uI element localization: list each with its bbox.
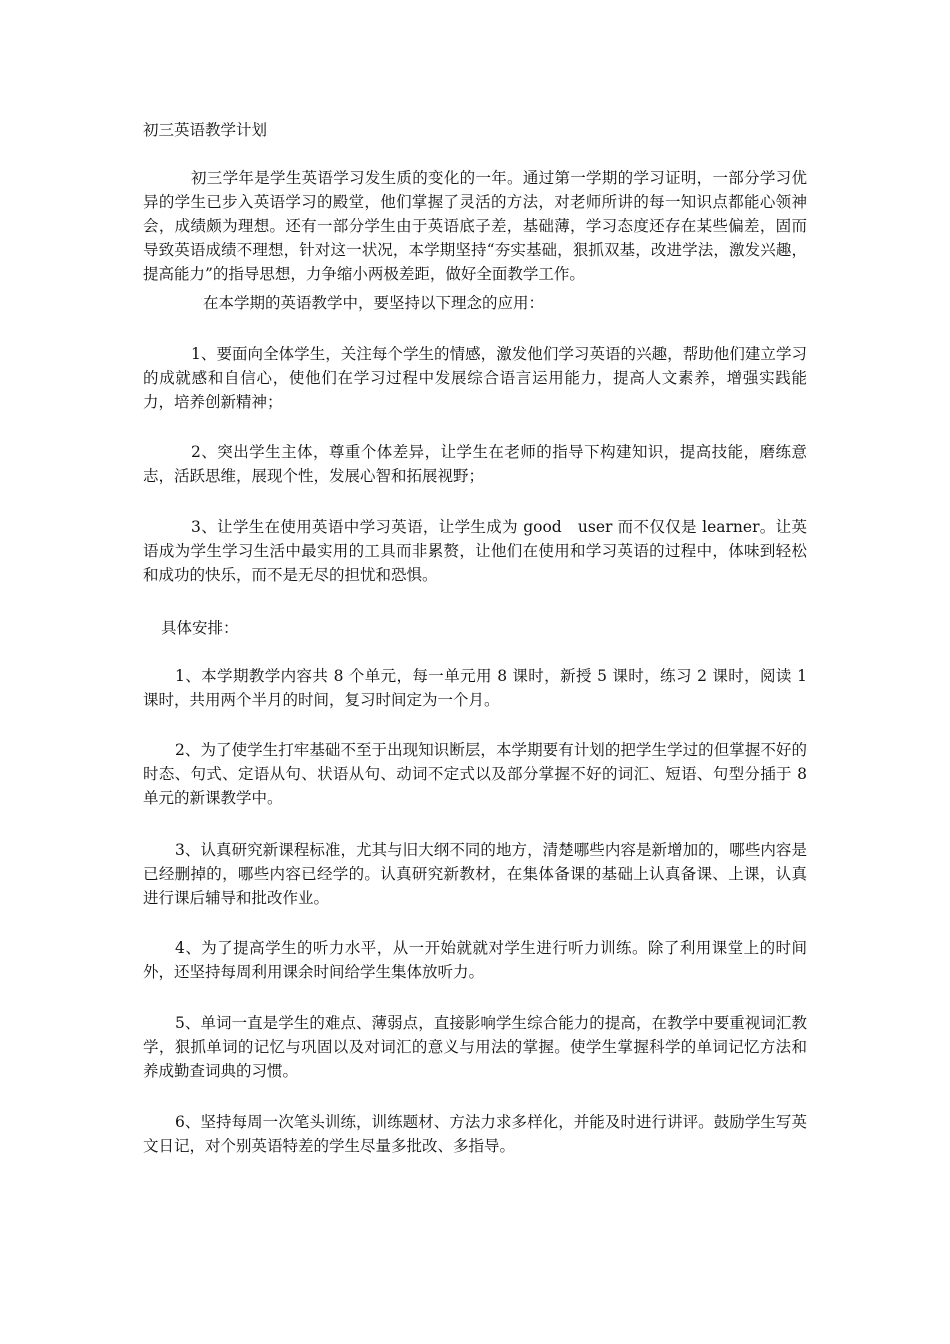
arrangement-item: 2、为了使学生打牢基础不至于出现知识断层，本学期要有计划的把学生学过的但掌握不好的时态、句式、定语从句、状语从句、动词不定式以及部分掌握不好的词汇、短语、句型分插于 8 单元的新课教学中。 bbox=[143, 741, 807, 807]
principle-item: 2、突出学生主体，尊重个体差异，让学生在老师的指导下构建知识，提高技能，磨练意志，活跃思维，展现个性，发展心智和拓展视野； bbox=[143, 443, 807, 485]
arrangement-item: 4、为了提高学生的听力水平，从一开始就就对学生进行听力训练。除了利用课堂上的时间外，还坚持每周利用课余时间给学生集体放听力。 bbox=[143, 939, 807, 981]
arrangement-item: 6、坚持每周一次笔头训练，训练题材、方法力求多样化，并能及时进行讲评。鼓励学生写英文日记，对个别英语特差的学生尽量多批改、多指导。 bbox=[143, 1113, 807, 1155]
arrangement-item: 5、单词一直是学生的难点、薄弱点，直接影响学生综合能力的提高，在教学中要重视词汇教学，狠抓单词的记忆与巩固以及对词汇的意义与用法的掌握。使学生掌握科学的单词记忆方法和养成勤查词典的习惯。 bbox=[143, 1014, 807, 1080]
arrangements-heading: 具体安排： bbox=[161, 619, 239, 637]
document-title: 初三英语教学计划 bbox=[143, 121, 268, 139]
intro-paragraph: 初三学年是学生英语学习发生质的变化的一年。通过第一学期的学习证明，一部分学习优异的学生已步入英语学习的殿堂，他们掌握了灵活的方法，对老师所讲的每一知识点都能心领神会，成绩颇为理想。还有一部分学生由于英语底子差，基础薄，学习态度还存在某些偏差，固而导致英语成绩不理想，针对这一状况，本学期坚持“夯实基础，狠抓双基，改进学法，激发兴趣，提高能力”的指导思想，力争缩小两极差距，做好全面教学工作。 bbox=[143, 169, 807, 283]
principle-item: 1、要面向全体学生，关注每个学生的情感，激发他们学习英语的兴趣，帮助他们建立学习的成就感和自信心，使他们在学习过程中发展综合语言运用能力，提高人文素养，增强实践能力，培养创新精神； bbox=[143, 345, 807, 411]
principle-item: 3、让学生在使用英语中学习英语，让学生成为 good user 而不仅仅是 learner。让英语成为学生学习生活中最实用的工具而非累赘，让他们在使用和学习英语的过程中，体味到轻松和成功的快乐，而不是无尽的担忧和恐惧。 bbox=[143, 518, 807, 584]
principles-intro: 在本学期的英语教学中，要坚持以下理念的应用： bbox=[203, 294, 545, 312]
arrangement-item: 1、本学期教学内容共 8 个单元，每一单元用 8 课时，新授 5 课时，练习 2 课时，阅读 1 课时，共用两个半月的时间，复习时间定为一个月。 bbox=[143, 667, 807, 709]
arrangement-item: 3、认真研究新课程标准，尤其与旧大纲不同的地方，清楚哪些内容是新增加的，哪些内容是已经删掉的，哪些内容已经学的。认真研究新教材，在集体备课的基础上认真备课、上课，认真进行课后辅导和批改作业。 bbox=[143, 841, 807, 907]
